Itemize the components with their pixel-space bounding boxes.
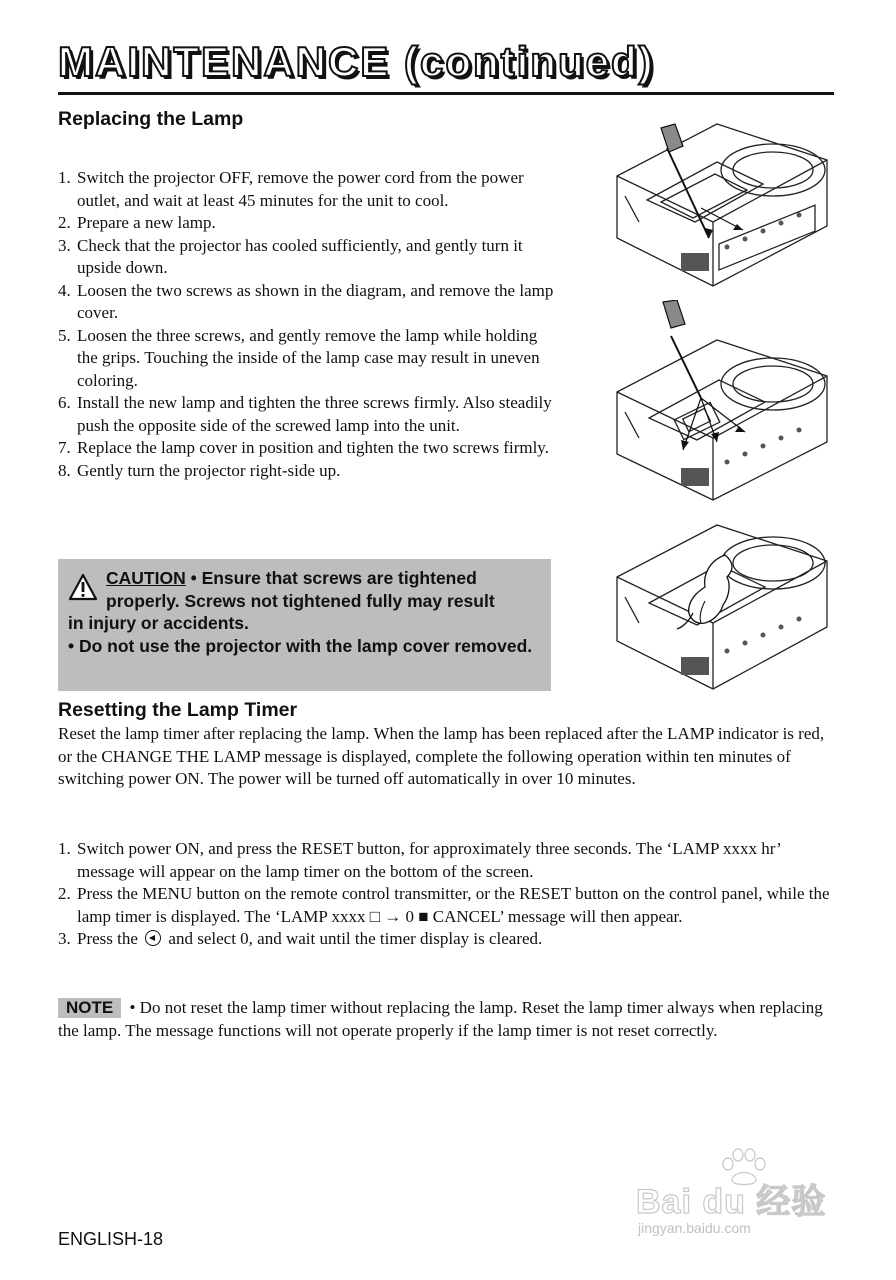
step-number: 4.: [58, 280, 71, 300]
step-item: [58, 235, 558, 280]
step-number: 5.: [58, 325, 71, 345]
baidu-watermark: [636, 1148, 846, 1248]
step-item: [58, 838, 834, 883]
step-number: 3.: [58, 929, 71, 948]
step-text: Switch the projector OFF, remove the power cord from the power outlet, and wait at least 45 minutes for the unit to cool.: [77, 168, 524, 210]
step-item: [58, 325, 558, 393]
reset-timer-steps: [58, 838, 834, 951]
step-text: Press the MENU button on the remote control transmitter, or the RESET button on the control panel, while the lamp timer is displayed. The ‘LAMP xxxx □ → 0 ■ CANCEL’ message will then appear.: [77, 884, 830, 926]
step-item: [58, 167, 558, 212]
step-item: [58, 460, 558, 483]
step-text: Prepare a new lamp.: [77, 213, 216, 232]
step-number: 2.: [58, 884, 71, 903]
left-arrow-button-icon: [145, 930, 161, 946]
step-text: Loosen the three screws, and gently remove the lamp while holding the grips. Touching the inside of the lamp case may result in uneven coloring.: [77, 325, 540, 390]
page-number: ENGLISH-18: [58, 1229, 164, 1249]
step-number: 3.: [58, 235, 71, 255]
step-text: Replace the lamp cover in position and tighten the two screws firmly.: [77, 438, 549, 457]
step-item: [58, 212, 558, 235]
step-number: 6.: [58, 393, 71, 412]
note-paragraph: [58, 997, 834, 1042]
note-badge: NOTE: [58, 998, 121, 1018]
caution-label: CAUTION: [106, 568, 186, 588]
step-text: Gently turn the projector right-side up.: [77, 460, 341, 480]
lamp-removal-illustration: [605, 300, 835, 505]
lamp-cover-removal-illustration: [605, 118, 835, 290]
caution-text-2: • Do not use the projector with the lamp cover removed.: [68, 635, 533, 656]
step-number: 1.: [58, 839, 71, 858]
warning-triangle-icon: [68, 573, 98, 601]
step-item: [58, 392, 558, 437]
section-heading-resetting-timer: Resetting the Lamp Timer: [58, 699, 298, 721]
caution-box: [58, 559, 551, 691]
step-item: [58, 928, 834, 951]
lamp-grip-hand-illustration: [605, 517, 835, 695]
note-text: • Do not reset the lamp timer without replacing the lamp. Reset the lamp timer always when replacing the lamp. The message functions will not operate properly if the lamp timer is not reset correctly.: [58, 998, 823, 1040]
step-number: 1.: [58, 168, 71, 187]
step-text-after: and select 0, and wait until the timer display is cleared.: [164, 929, 543, 948]
title-rule: [58, 92, 834, 95]
step-item: [58, 883, 834, 928]
step-text: Install the new lamp and tighten the three screws firmly. Also steadily push the opposite side of the screwed lamp into the unit.: [77, 393, 552, 435]
lamp-replacement-steps: [58, 167, 558, 482]
step-text: Loosen the two screws as shown in the diagram, and remove the lamp cover.: [77, 280, 554, 322]
step-text: Check that the projector has cooled sufficiently, and gently turn it upside down.: [77, 235, 523, 277]
step-text-before: Press the: [77, 929, 143, 948]
caution-text-1-continued: in injury or accidents.: [68, 613, 249, 633]
step-number: 8.: [58, 460, 71, 480]
caution-text-1: • Ensure that screws are tightened properly. Screws not tightened fully may result: [106, 568, 495, 611]
section-heading-replacing-lamp: Replacing the Lamp: [58, 108, 244, 130]
caution-first-line: [68, 567, 543, 612]
page-title: MAINTENANCE (continued): [58, 38, 655, 85]
step-text: Switch power ON, and press the RESET button, for approximately three seconds. The ‘LAMP xxxx hr’ message will appear on the lamp timer on the bottom of the screen.: [77, 839, 781, 881]
step-number: 7.: [58, 438, 71, 457]
reset-intro-paragraph: Reset the lamp timer after replacing the lamp. When the lamp has been replaced after the LAMP indicator is red, or the CHANGE THE LAMP message is displayed, complete the following operation within ten minutes of switching power ON. The power will be turned off automatically in over 10 minutes.: [58, 724, 825, 788]
step-item: [58, 280, 558, 325]
watermark-brand: Bai du 经验: [636, 1183, 827, 1221]
watermark-url: jingyan.baidu.com: [638, 1220, 751, 1236]
step-item: [58, 437, 558, 460]
step-number: 2.: [58, 213, 71, 232]
